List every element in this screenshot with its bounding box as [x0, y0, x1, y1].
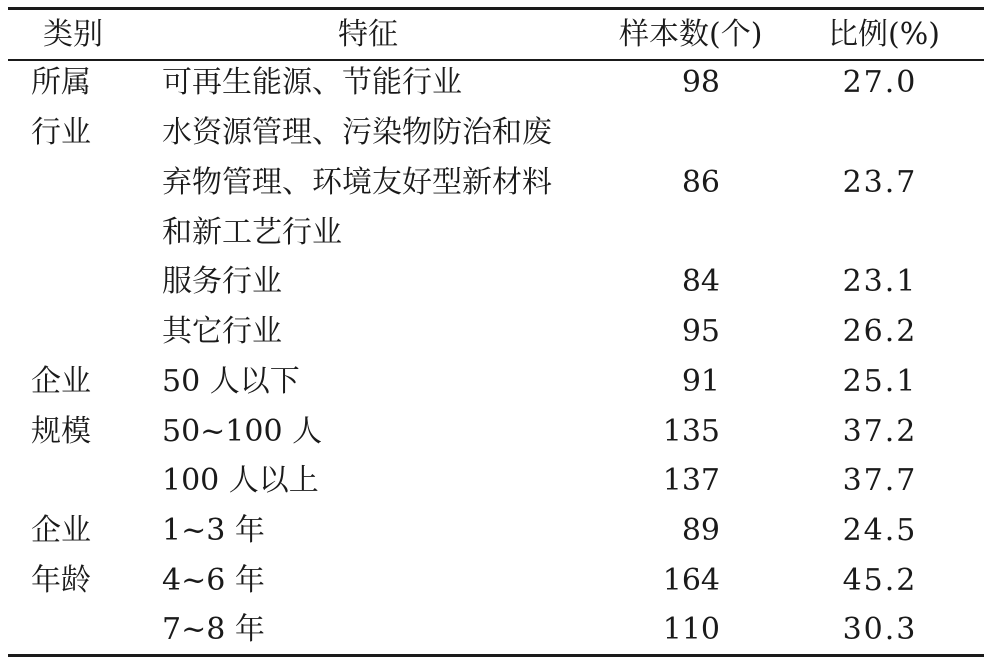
row-feature: 7~8 年: [162, 612, 265, 647]
row-category: 所属: [31, 65, 91, 100]
row-category: 行业: [31, 115, 91, 150]
row-category: 企业: [31, 364, 91, 399]
row-feature: 100 人以上: [162, 463, 319, 498]
bottom-rule: [8, 654, 984, 657]
row-percent: 37.7: [842, 463, 918, 498]
row-feature: 4~6 年: [162, 563, 265, 598]
header-percent: 比例(%): [828, 17, 940, 52]
row-count: 91: [681, 364, 720, 399]
row-percent: 23.1: [842, 264, 918, 299]
row-count: 98: [681, 65, 720, 100]
row-count: 84: [681, 264, 720, 299]
row-feature: 50 人以下: [162, 364, 300, 399]
row-feature: 水资源管理、污染物防治和废: [162, 115, 552, 150]
row-percent: 37.2: [842, 414, 918, 449]
row-feature: 和新工艺行业: [162, 215, 342, 250]
row-count: 164: [662, 563, 720, 598]
header-category: 类别: [43, 17, 103, 52]
row-percent: 27.0: [842, 65, 918, 100]
row-feature: 弃物管理、环境友好型新材料: [162, 165, 552, 200]
row-feature: 1~3 年: [162, 513, 265, 548]
row-feature: 其它行业: [162, 314, 282, 349]
row-count: 137: [662, 463, 720, 498]
row-percent: 26.2: [842, 314, 918, 349]
row-feature: 可再生能源、节能行业: [162, 65, 462, 100]
row-count: 110: [662, 612, 720, 647]
row-feature: 服务行业: [162, 264, 282, 299]
row-category: 规模: [31, 414, 91, 449]
row-category: 企业: [31, 513, 91, 548]
row-count: 86: [681, 165, 720, 200]
row-count: 95: [681, 314, 720, 349]
row-percent: 24.5: [842, 513, 918, 548]
row-percent: 45.2: [842, 563, 918, 598]
row-category: 年龄: [31, 563, 91, 598]
header-rule: [8, 59, 984, 61]
top-rule: [8, 7, 984, 10]
row-percent: 23.7: [842, 165, 918, 200]
row-count: 89: [681, 513, 720, 548]
header-count: 样本数(个): [619, 17, 763, 52]
row-count: 135: [662, 414, 720, 449]
row-feature: 50~100 人: [162, 414, 323, 449]
header-feature: 特征: [338, 17, 398, 52]
row-percent: 25.1: [842, 364, 918, 399]
row-percent: 30.3: [842, 612, 918, 647]
